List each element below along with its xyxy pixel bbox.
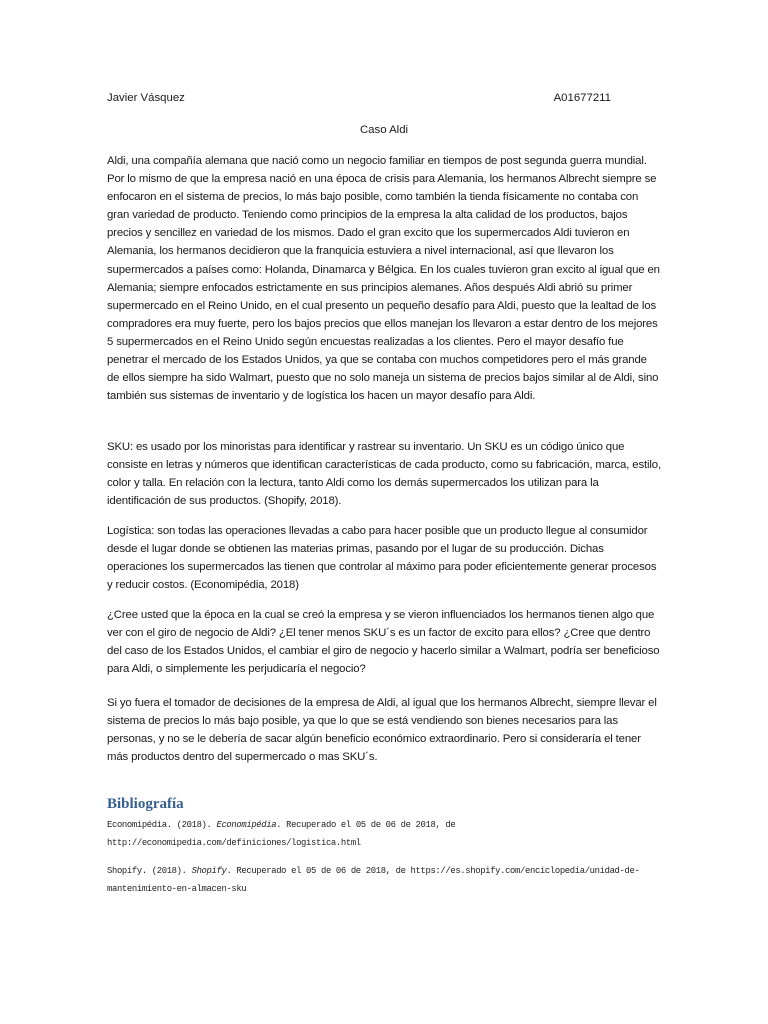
paragraph-aldi-history: Aldi, una compañía alemana que nació como un negocio familiar en tiempos de post segunda guerra mundial. Por lo mismo de que la empresa nació en una época de crisis para Alemania, los hermanos Albrecht siempre se enfocaron en el sistema de precios, lo más bajo posible, como también la tienda físicamente no contaba con gran variedad de producto. Teniendo como principios de la empresa la alta calidad de los productos, bajos precios y sencillez en variedad de los mismos. Dado el gran excito que los supermercados Aldi tuvieron en Alemania, los hermanos decidieron que la franquicia estuviera a nivel internacional, así que llevaron los supermercados a países como: Holanda, Dinamarca y Bélgica. En los cuales tuvieron gran excito al igual que en Alemania; siempre enfocados estrictamente en sus principios alemanes. Años después Aldi abrió su primer supermercado en el Reino Unido, en el cual presento un pequeño desafío para Aldi, puesto que la lealtad de los compradores era muy fuerte, pero los bajos precios que ellos manejan los llevaron a estar dentro de los mejores 5 supermercados en el Reino Unido según encuestas realizadas a los clientes. Pero el mayor desafío fue penetrar el mercado de los Estados Unidos, ya que se contaba con muchos competidores pero el más grande de ellos siempre ha sido Walmart, puesto que no solo maneja un sistema de precios bajos similar al de Aldi, sino también sus sistemas de inventario y de logística los hacen un mayor desafío para Aldi. xyxy=(107,155,660,403)
bibliography-entry xyxy=(107,862,647,898)
paragraph-sku-definition: SKU: es usado por los minoristas para identificar y rastrear su inventario. Un SKU es un código único que consiste en letras y números que identifican características de cada producto, como su fabricación, marca, estilo, color y talla. En relación con la lectura, tanto Aldi como los demás supermercados los utilizan para la identificación de sus productos. (Shopify, 2018). xyxy=(107,441,661,508)
paragraph-logistics-definition: Logística: son todas las operaciones llevadas a cabo para hacer posible que un producto llegue al consumidor desde el lugar donde se obtienen las materias primas, pasando por el lugar de su producción. Dichas operaciones los supermercados las tienen que controlar al máximo para poder eficientemente generar procesos y reducir costos. (Economipédia, 2018) xyxy=(107,525,657,592)
reference-retrieval: . Recuperado el 05 de 06 de 2018, de http://economipedia.com/definiciones/logistica.html xyxy=(107,820,456,848)
reference-source-title: Shopify xyxy=(191,866,227,876)
document-title: Caso Aldi xyxy=(359,124,409,136)
reference-author: Economipédia. (2018). xyxy=(107,820,217,830)
bibliography-entry xyxy=(107,816,647,852)
bibliography-heading: Bibliografía xyxy=(107,796,184,812)
paragraph-questions: ¿Cree usted que la época en la cual se creó la empresa y se vieron influenciados los hermanos tienen algo que ver con el giro de negocio de Aldi? ¿El tener menos SKU´s es un factor de excito para ellos? ¿Cree que dentro del caso de los Estados Unidos, el cambiar el giro de negocio y hacerlo similar a Walmart, podría ser beneficioso para Aldi, o simplemente les perjudicaría el negocio? xyxy=(107,609,660,676)
reference-source-title: Economipédia xyxy=(216,820,277,830)
student-id: A01677211 xyxy=(553,92,611,104)
reference-author: Shopify. (2018). xyxy=(107,866,192,876)
document-header xyxy=(107,92,611,110)
paragraph-conclusion: Si yo fuera el tomador de decisiones de la empresa de Aldi, al igual que los hermanos Albrecht, siempre llevar el sistema de precios lo más bajo posible, ya que lo que se está vendiendo son bienes necesarios para las personas, y no se le debería de sacar algún beneficio económico extraordinario. Pero si consideraría el tener más productos dentro del supermercado o mas SKU´s. xyxy=(107,697,657,764)
reference-retrieval: . Recuperado el 05 de 06 de 2018, de https://es.shopify.com/enciclopedia/unidad-de-mantenimiento-en-almacen-sku xyxy=(107,866,640,894)
author-name: Javier Vásquez xyxy=(107,92,185,104)
